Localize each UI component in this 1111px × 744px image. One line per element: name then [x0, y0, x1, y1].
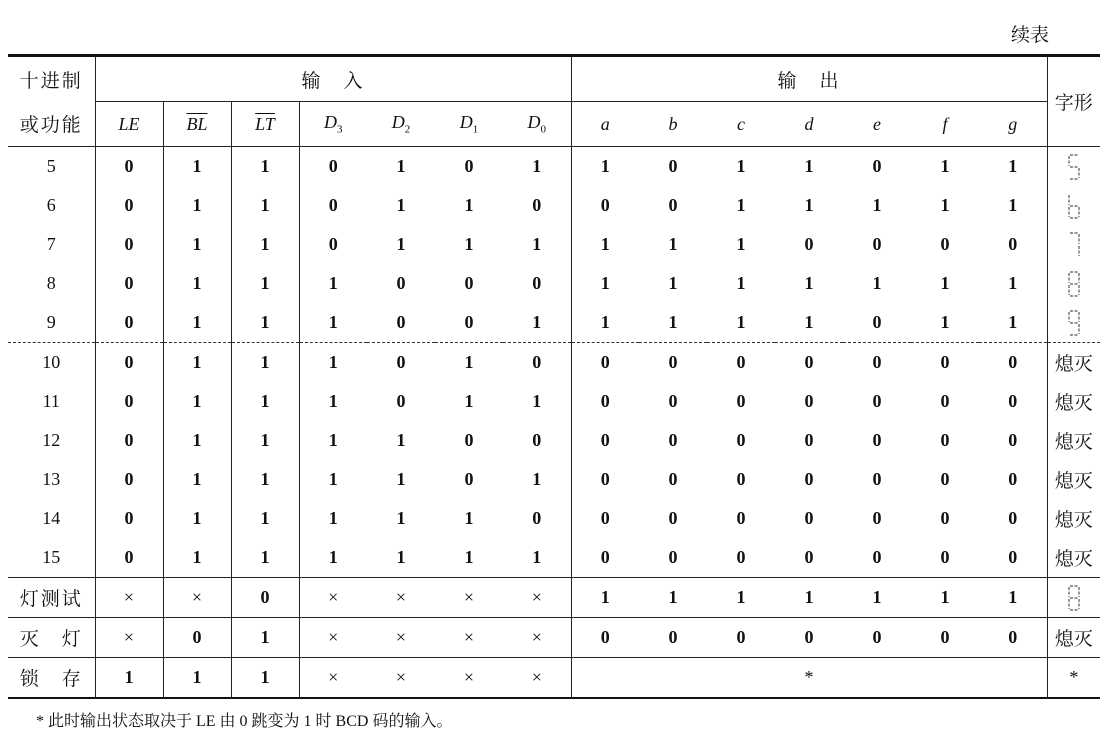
glyph-header: 字形 — [1054, 93, 1093, 114]
input-value: × — [367, 658, 435, 699]
output-value: 1 — [668, 234, 678, 254]
input-value: 0 — [95, 343, 163, 383]
glyph-cell — [1047, 499, 1100, 538]
input-value: 1 — [396, 430, 406, 450]
output-value: 1 — [843, 578, 911, 618]
glyph-cell — [1047, 264, 1100, 303]
input-value: 1 — [231, 225, 299, 264]
output-value: 1 — [571, 303, 639, 343]
output-value: 1 — [775, 303, 843, 343]
input-col-header — [231, 102, 299, 147]
outputs-header: 输 出 — [571, 56, 1047, 102]
table-row — [8, 343, 1100, 383]
input-value: × — [367, 578, 435, 618]
input-value: 1 — [231, 499, 299, 538]
input-value: 0 — [435, 303, 503, 343]
input-value: 0 — [396, 352, 406, 372]
input-col-sub: 0 — [540, 123, 547, 136]
glyph-cell — [1047, 658, 1100, 699]
glyph-cell — [1047, 186, 1100, 225]
col-function-line1: 十进制 — [8, 56, 95, 102]
input-value: 1 — [163, 225, 231, 264]
input-value: 1 — [464, 547, 474, 567]
input-value: 1 — [503, 303, 571, 343]
input-value: 1 — [163, 303, 231, 343]
input-col-name: $\overline{BL}$ — [186, 113, 208, 134]
input-value: 1 — [231, 186, 299, 225]
input-value: 1 — [231, 421, 299, 460]
input-value: × — [95, 618, 163, 658]
output-value: 0 — [872, 352, 882, 372]
glyph-text: 熄灭 — [1054, 510, 1093, 531]
table-row — [8, 618, 1100, 658]
input-value: 1 — [396, 547, 406, 567]
output-value: 0 — [804, 508, 814, 528]
output-value: 0 — [804, 547, 814, 567]
output-value: 1 — [707, 303, 775, 343]
output-merged: * — [571, 658, 1047, 699]
footnote: * 此时输出状态取决于 LE 由 0 跳变为 1 时 BCD 码的输入。 — [36, 713, 453, 730]
input-value: 0 — [503, 264, 571, 303]
output-value: 0 — [804, 234, 814, 254]
output-value: 0 — [639, 618, 707, 658]
input-value: 1 — [396, 195, 406, 215]
glyph-text: 熄灭 — [1054, 393, 1093, 414]
table-row — [8, 382, 1100, 421]
output-value: 1 — [940, 156, 950, 176]
glyph-cell — [1047, 303, 1100, 343]
output-value: 0 — [804, 352, 814, 372]
input-col-header — [367, 102, 435, 147]
input-value: 1 — [163, 186, 231, 225]
input-value: 1 — [396, 469, 406, 489]
output-value: 0 — [571, 618, 639, 658]
output-value: 0 — [940, 234, 950, 254]
output-value: 0 — [940, 352, 950, 372]
output-value: 0 — [668, 547, 678, 567]
output-col-header: d — [775, 102, 843, 147]
input-col-sub: 1 — [472, 123, 479, 136]
output-value: 0 — [872, 391, 882, 411]
output-value: 1 — [911, 303, 979, 343]
input-value: 1 — [163, 538, 231, 578]
output-value: 0 — [736, 469, 746, 489]
input-value: 1 — [464, 195, 474, 215]
input-value: 0 — [231, 578, 299, 618]
input-value: × — [503, 658, 571, 699]
output-value: 0 — [979, 343, 1047, 383]
input-value: 0 — [396, 391, 406, 411]
input-value: 1 — [163, 421, 231, 460]
output-value: 0 — [843, 303, 911, 343]
input-value: × — [435, 618, 503, 658]
output-col-header: a — [571, 102, 639, 147]
output-value: 0 — [668, 508, 678, 528]
input-value: 0 — [95, 382, 163, 421]
output-value: 0 — [600, 391, 610, 411]
output-value: 1 — [940, 195, 950, 215]
input-value: 0 — [95, 264, 163, 303]
row-label: 13 — [8, 460, 95, 499]
input-value: × — [163, 578, 231, 618]
output-value: 0 — [600, 430, 610, 450]
input-value: 0 — [503, 343, 571, 383]
output-value: 0 — [872, 234, 882, 254]
input-value: 1 — [464, 391, 474, 411]
input-value: 0 — [95, 147, 163, 187]
output-value: 1 — [639, 578, 707, 618]
glyph-cell — [1047, 343, 1100, 383]
input-value: 1 — [328, 430, 338, 450]
output-value: 0 — [979, 499, 1047, 538]
input-value: 1 — [231, 618, 299, 658]
input-value: 0 — [464, 156, 474, 176]
input-col-name: D — [459, 112, 473, 133]
output-value: 1 — [804, 156, 814, 176]
output-value: 1 — [600, 234, 610, 254]
table-row — [8, 186, 1100, 225]
input-value: 1 — [163, 147, 231, 187]
input-value: 1 — [503, 225, 571, 264]
input-col-name: D — [391, 112, 405, 133]
col-function-line2: 或功能 — [8, 102, 95, 147]
input-value: 1 — [328, 469, 338, 489]
output-value: 1 — [736, 156, 746, 176]
output-value: 0 — [872, 469, 882, 489]
input-value: 1 — [328, 352, 338, 372]
output-value: 0 — [600, 195, 610, 215]
input-value: 0 — [95, 460, 163, 499]
output-value: 0 — [707, 618, 775, 658]
output-value: 1 — [911, 578, 979, 618]
output-value: 0 — [736, 430, 746, 450]
input-value: 1 — [396, 156, 406, 176]
output-col-header: f — [911, 102, 979, 147]
output-value: 0 — [736, 352, 746, 372]
output-value: 1 — [979, 264, 1047, 303]
input-value: 1 — [299, 303, 367, 343]
input-value: 1 — [231, 538, 299, 578]
input-value: 0 — [95, 421, 163, 460]
input-value: × — [503, 578, 571, 618]
output-value: 1 — [736, 195, 746, 215]
input-value: 1 — [503, 460, 571, 499]
input-value: 0 — [464, 273, 474, 293]
input-col-name: $\overline{LT}$ — [255, 113, 275, 134]
table-row — [8, 264, 1100, 303]
output-value: 0 — [668, 195, 678, 215]
glyph-text: * — [1069, 667, 1079, 687]
output-value: 0 — [736, 547, 746, 567]
output-value: 0 — [668, 391, 678, 411]
input-value: 1 — [231, 343, 299, 383]
input-value: × — [503, 618, 571, 658]
seven-segment-glyph — [1066, 308, 1082, 338]
output-value: 0 — [668, 156, 678, 176]
output-value: 0 — [843, 618, 911, 658]
inputs-header: 输 入 — [95, 56, 571, 102]
output-value: 0 — [940, 508, 950, 528]
input-value: × — [95, 578, 163, 618]
output-value: 1 — [804, 195, 814, 215]
output-col-header: g — [979, 102, 1047, 147]
input-value: 1 — [464, 508, 474, 528]
glyph-text: 熄灭 — [1054, 629, 1093, 650]
table-row — [8, 303, 1100, 343]
output-value: 0 — [940, 430, 950, 450]
input-value: 1 — [503, 147, 571, 187]
glyph-text: 熄灭 — [1054, 354, 1093, 375]
input-value: 1 — [231, 264, 299, 303]
seven-segment-glyph — [1066, 230, 1082, 260]
output-value: 1 — [736, 234, 746, 254]
input-value: 1 — [231, 460, 299, 499]
input-value: × — [367, 618, 435, 658]
table-row — [8, 225, 1100, 264]
glyph-cell — [1047, 225, 1100, 264]
input-value: × — [435, 578, 503, 618]
continued-label: 续表 — [1010, 25, 1049, 46]
output-value: 1 — [736, 273, 746, 293]
output-value: 0 — [736, 391, 746, 411]
seven-segment-glyph — [1066, 191, 1082, 221]
input-value: 1 — [328, 508, 338, 528]
output-value: 1 — [872, 195, 882, 215]
glyph-text: 熄灭 — [1054, 471, 1093, 492]
output-value: 0 — [600, 508, 610, 528]
output-value: 1 — [600, 273, 610, 293]
output-value: 0 — [979, 421, 1047, 460]
output-col-header: b — [639, 102, 707, 147]
input-value: 0 — [503, 186, 571, 225]
output-value: 0 — [979, 538, 1047, 578]
table-row — [8, 421, 1100, 460]
glyph-cell — [1047, 147, 1100, 187]
output-value: 0 — [804, 430, 814, 450]
seven-segment-glyph — [1066, 269, 1082, 299]
input-value: 0 — [367, 303, 435, 343]
output-value: 1 — [668, 273, 678, 293]
row-label: 15 — [8, 538, 95, 578]
input-value: 0 — [163, 618, 231, 658]
input-col-header — [435, 102, 503, 147]
output-value: 0 — [668, 430, 678, 450]
row-label: 灭 灯 — [8, 618, 95, 658]
output-value: 1 — [940, 273, 950, 293]
output-value: 0 — [979, 225, 1047, 264]
input-value: 1 — [163, 460, 231, 499]
input-col-header — [503, 102, 571, 147]
table-row — [8, 460, 1100, 499]
output-value: 0 — [736, 508, 746, 528]
input-value: 1 — [464, 234, 474, 254]
input-value: 0 — [396, 273, 406, 293]
output-value: 0 — [804, 391, 814, 411]
glyph-cell — [1047, 460, 1100, 499]
input-col-header — [299, 102, 367, 147]
row-label: 12 — [8, 421, 95, 460]
input-value: 1 — [231, 303, 299, 343]
output-value: 1 — [804, 273, 814, 293]
output-value: 0 — [911, 618, 979, 658]
output-value: 0 — [668, 352, 678, 372]
input-value: 1 — [464, 352, 474, 372]
output-value: 0 — [979, 460, 1047, 499]
input-col-header — [95, 102, 163, 147]
input-value: 0 — [503, 499, 571, 538]
input-value: 0 — [328, 234, 338, 254]
truth-table — [8, 54, 1100, 699]
input-value: 1 — [163, 658, 231, 699]
output-value: 0 — [979, 382, 1047, 421]
input-col-header — [163, 102, 231, 147]
input-value: 0 — [464, 469, 474, 489]
output-value: 0 — [775, 618, 843, 658]
input-value: × — [299, 658, 367, 699]
input-value: 1 — [328, 547, 338, 567]
input-value: 0 — [95, 186, 163, 225]
output-value: 0 — [804, 469, 814, 489]
table-row — [8, 538, 1100, 578]
input-col-name: D — [527, 112, 541, 133]
input-value: 0 — [328, 156, 338, 176]
input-value: 0 — [95, 538, 163, 578]
input-value: 1 — [231, 382, 299, 421]
table-row — [8, 499, 1100, 538]
output-value: 0 — [979, 618, 1047, 658]
output-value: 1 — [775, 578, 843, 618]
input-col-name: LE — [118, 113, 140, 134]
output-value: 1 — [979, 147, 1047, 187]
row-label: 灯测试 — [8, 578, 95, 618]
seven-segment-glyph — [1066, 583, 1082, 613]
row-label: 锁 存 — [8, 658, 95, 699]
output-col-header: c — [707, 102, 775, 147]
output-value: 1 — [979, 186, 1047, 225]
input-col-name: D — [324, 112, 337, 133]
input-col-sub: 2 — [404, 123, 411, 136]
row-label: 10 — [8, 343, 95, 383]
input-value: × — [435, 658, 503, 699]
input-value: 1 — [163, 382, 231, 421]
row-label: 11 — [8, 382, 95, 421]
input-value: × — [299, 578, 367, 618]
input-value: 1 — [163, 264, 231, 303]
glyph-cell — [1047, 421, 1100, 460]
input-value: 1 — [396, 508, 406, 528]
input-value: 0 — [503, 421, 571, 460]
output-value: 0 — [940, 469, 950, 489]
seven-segment-glyph — [1066, 152, 1082, 182]
input-value: 0 — [328, 195, 338, 215]
output-value: 1 — [639, 303, 707, 343]
output-value: 1 — [571, 578, 639, 618]
output-value: 0 — [872, 547, 882, 567]
output-col-header: e — [843, 102, 911, 147]
input-value: 0 — [95, 225, 163, 264]
input-value: 1 — [503, 538, 571, 578]
output-value: 0 — [940, 391, 950, 411]
output-value: 0 — [600, 469, 610, 489]
output-value: 0 — [600, 352, 610, 372]
input-value: 1 — [503, 382, 571, 421]
input-value: 1 — [95, 658, 163, 699]
row-label: 5 — [8, 147, 95, 187]
glyph-text: 熄灭 — [1054, 432, 1093, 453]
output-value: 1 — [979, 578, 1047, 618]
output-value: 0 — [872, 430, 882, 450]
row-label: 9 — [8, 303, 95, 343]
input-value: 1 — [231, 658, 299, 699]
input-value: 0 — [95, 303, 163, 343]
output-value: 1 — [707, 578, 775, 618]
input-value: 0 — [95, 499, 163, 538]
row-label: 8 — [8, 264, 95, 303]
input-value: 1 — [396, 234, 406, 254]
input-value: 1 — [328, 273, 338, 293]
table-row — [8, 658, 1100, 699]
table-row — [8, 147, 1100, 187]
glyph-cell — [1047, 618, 1100, 658]
input-value: 0 — [464, 430, 474, 450]
output-value: 1 — [872, 273, 882, 293]
input-value: × — [299, 618, 367, 658]
glyph-text: 熄灭 — [1054, 549, 1093, 570]
row-label: 7 — [8, 225, 95, 264]
input-value: 1 — [328, 391, 338, 411]
input-value: 1 — [163, 499, 231, 538]
output-value: 0 — [600, 547, 610, 567]
input-value: 1 — [163, 343, 231, 383]
output-value: 0 — [872, 508, 882, 528]
output-value: 0 — [668, 469, 678, 489]
output-value: 0 — [940, 547, 950, 567]
row-label: 6 — [8, 186, 95, 225]
glyph-cell — [1047, 538, 1100, 578]
table-row — [8, 578, 1100, 618]
output-value: 0 — [872, 156, 882, 176]
row-label: 14 — [8, 499, 95, 538]
output-value: 1 — [600, 156, 610, 176]
glyph-cell — [1047, 578, 1100, 618]
input-col-sub: 3 — [337, 123, 343, 136]
input-value: 1 — [231, 147, 299, 187]
glyph-cell — [1047, 382, 1100, 421]
output-value: 1 — [979, 303, 1047, 343]
